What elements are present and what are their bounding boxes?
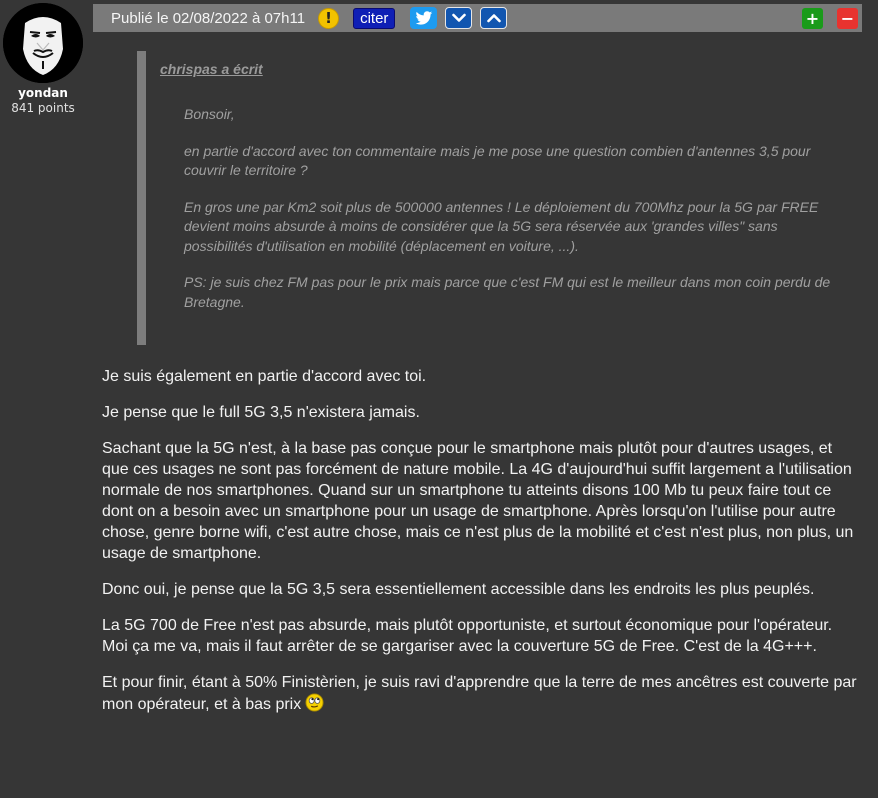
post-paragraph: Je suis également en partie d'accord avec toi. bbox=[102, 368, 427, 385]
author-name[interactable]: yondan bbox=[18, 86, 68, 100]
anonymous-mask-icon bbox=[3, 3, 83, 83]
post-paragraph: Je pense que le full 5G 3,5 n'existera jamais. bbox=[102, 404, 420, 421]
quote-button[interactable]: citer bbox=[353, 8, 395, 29]
rolling-eyes-smiley-icon bbox=[305, 693, 324, 718]
publication-date: Publié le 02/08/2022 à 07h11 bbox=[111, 9, 306, 27]
post-paragraph-text: Et pour finir, étant à 50% Finistèrien, je suis ravi d'apprendre que la terre de mes ancêtres est couverte par mon opérateur, et à bas prix bbox=[102, 674, 857, 713]
quote-block bbox=[137, 51, 847, 345]
quote-author-link[interactable]: chrispas a écrit bbox=[160, 61, 263, 77]
downvote-button[interactable]: − bbox=[837, 8, 858, 29]
post-paragraph: Donc oui, je pense que la 5G 3,5 sera essentiellement accessible dans les endroits les plus peuplés. bbox=[102, 581, 815, 598]
quote-paragraph: En gros une par Km2 soit plus de 500000 antennes ! Le déploiement du 700Mhz pour la 5G par FREE devient moins absurde à moins de considérer que la 5G sera réservée aux 'grandes villes" sans possibilités d'utilisation en mobilité (déplacement en voiture, ...). bbox=[184, 198, 819, 254]
quote-body bbox=[184, 105, 849, 329]
post-header bbox=[93, 4, 862, 32]
chevron-up-icon bbox=[487, 13, 501, 23]
author-points: 841 points bbox=[11, 101, 75, 115]
avatar[interactable] bbox=[3, 3, 83, 83]
upvote-button[interactable]: + bbox=[802, 8, 823, 29]
twitter-share-button[interactable] bbox=[410, 7, 437, 29]
post-paragraph: Sachant que la 5G n'est, à la base pas conçue pour le smartphone mais plutôt pour d'autres usages, et que ces usages ne sont pas forcément de nature mobile. La 4G d'aujourd'hui suffit largement a l'utilisation normale de nos smartphones. Quand sur un smartphone tu atteints disons 100 Mb tu peux faire tout ce dont on a besoin avec un smartphone pour un usage de smartphone. Après lorsqu'on l'utilise pour autre chose, genre borne wifi, c'est autre chose, mais ce n'est plus de la mobilité et c'est n'est plus, non plus, un usage de smartphone. bbox=[102, 440, 854, 562]
quote-paragraph: PS: je suis chez FM pas pour le prix mais parce que c'est FM qui est le meilleur dans mon coin perdu de Bretagne. bbox=[184, 274, 831, 310]
post-paragraph: La 5G 700 de Free n'est pas absurde, mais plutôt opportuniste, et surtout économique pour l'opérateur. Moi ça me va, mais il faut arrêter de se gargariser avec la couverture 5G de Free. C'est de la 4G+++. bbox=[102, 617, 833, 655]
quote-paragraph: en partie d'accord avec ton commentaire mais je me pose une question combien d'antennes 3,5 pour couvrir le territoire ? bbox=[184, 142, 811, 178]
chevron-down-icon bbox=[452, 13, 466, 23]
scroll-down-button[interactable] bbox=[445, 7, 472, 29]
post-paragraph-last bbox=[102, 672, 862, 718]
author-panel bbox=[0, 0, 86, 115]
quote-paragraph: Bonsoir, bbox=[184, 106, 235, 122]
twitter-icon bbox=[415, 11, 433, 26]
warning-icon[interactable]: ! bbox=[318, 8, 339, 29]
post-body bbox=[102, 366, 862, 733]
scroll-up-button[interactable] bbox=[480, 7, 507, 29]
